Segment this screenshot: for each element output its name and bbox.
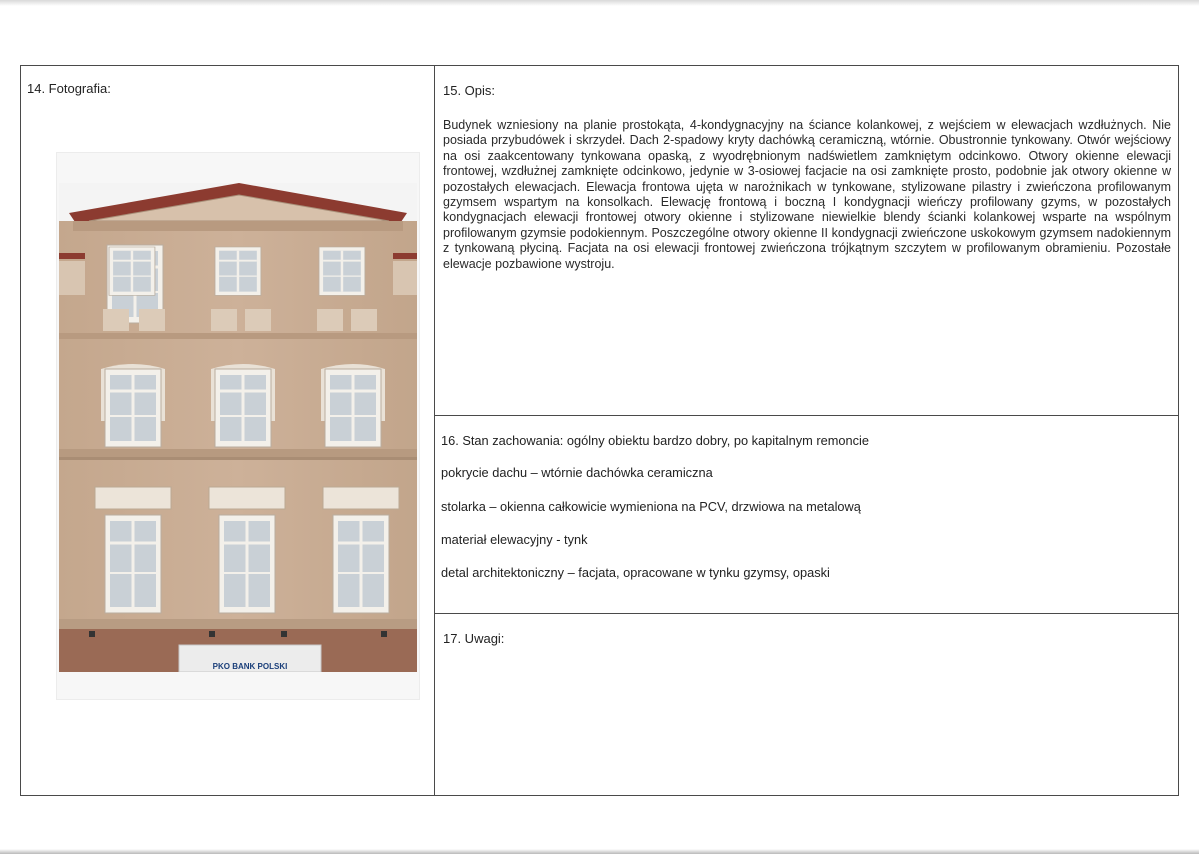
notes-cell (435, 614, 1178, 795)
description-cell (435, 66, 1178, 416)
notes-label: 17. Uwagi: (443, 631, 505, 646)
scan-edge-top (0, 0, 1199, 6)
bank-sign-text: PKO BANK POLSKI (212, 662, 288, 671)
photo-cell (21, 66, 435, 795)
scan-edge-bottom (0, 849, 1199, 854)
condition-facade-material: materiał elewacyjny - tynk (441, 532, 588, 547)
condition-cell (435, 416, 1178, 614)
building-photo (57, 153, 419, 699)
building-facade-illustration (59, 183, 417, 672)
condition-joinery: stolarka – okienna całkowicie wymieniona na PCV, drzwiowa na metalową (441, 499, 861, 514)
condition-roof: pokrycie dachu – wtórnie dachówka ceramiczna (441, 465, 713, 480)
record-card-table (20, 65, 1179, 796)
description-text: Budynek wzniesiony na planie prostokąta, 4-kondygnacyjny na ściance kolankowej, z wejściem w elewacjach wzdłużnych. Nie posiada przybudówek i skrzydeł. Dach 2-spadowy kryty dachówką ceramiczną, wtórnie. Obustronnie tynkowany. Otwór wejściowy na osi zaakcentowany tynkowana opaską, z wyodrębnionym nadświetlem zamkniętym odcinkowo. Otwory okienne elewacji frontowej, wzdłużnej zamknięte odcinkowo, jedynie w 3-osiowej facjacie na osi zamknięte prosto, podobnie jak otwory okienne w pozostałych elewacjach. Elewacja frontowa ujęta w narożnikach w tynkowane, stylizowane pilastry i zwieńczona profilowanym gzymsem wspartym na konsolkach. Elewację frontową i boczną I kondygnacji wieńczy profilowany gzyms, w pozostałych kondygnacjach elewacji frontowej otwory okienne i stylizowane niewielkie blendy ścianki kolankowej wsparte na wspólnym profilowanym gzymsie podokiennym. Poszczególne otwory okienne II kondygnacji zwieńczone uskokowym gzymsem nadokiennym z tynkowaną płyciną. Facjata na osi elewacji frontowej zwieńczona trójkątnym szczytem w profilowanym obramieniu. Pozostałe elewacje pozbawione wystroju. (443, 118, 1171, 271)
photo-label: 14. Fotografia: (27, 81, 111, 96)
description-label: 15. Opis: (443, 83, 496, 98)
condition-heading: 16. Stan zachowania: ogólny obiektu bardzo dobry, po kapitalnym remoncie (441, 433, 870, 448)
condition-architectural-detail: detal architektoniczny – facjata, opracowane w tynku gzymsy, opaski (441, 565, 830, 580)
